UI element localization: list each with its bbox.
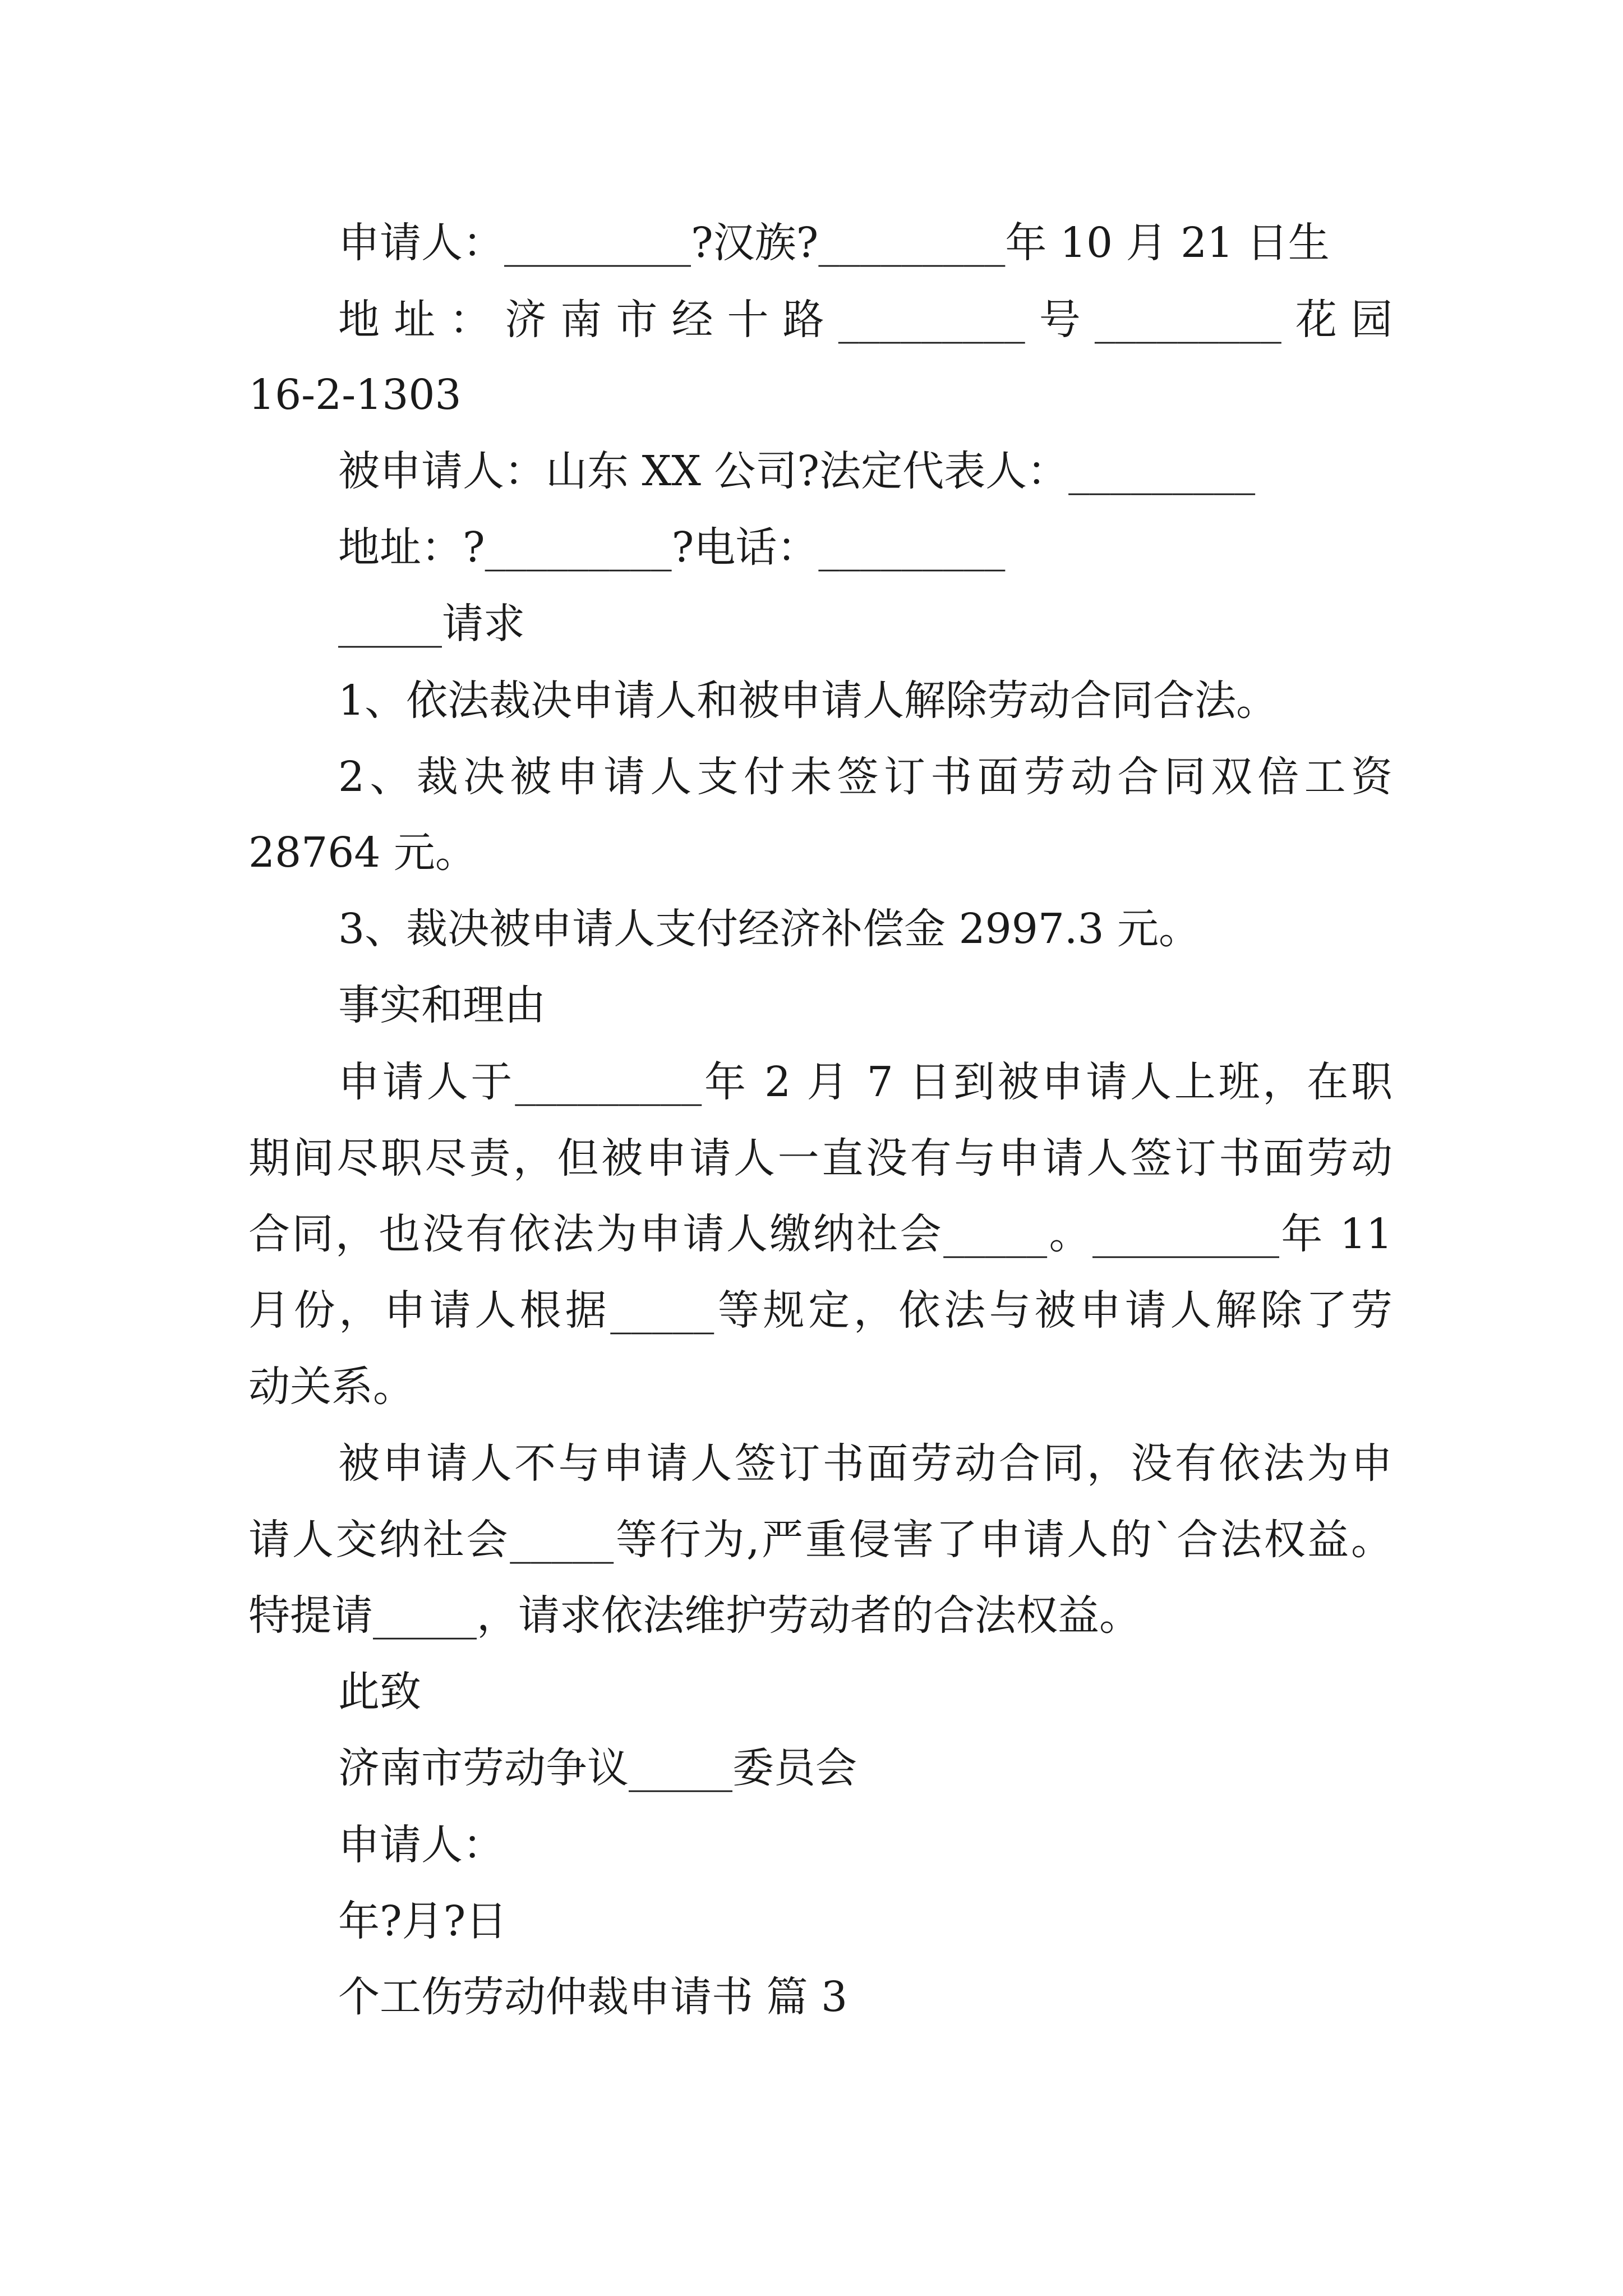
applicant-address-line: 地址：济南市经十路_________号_________花园 — [338, 296, 1393, 344]
request-item-2-continuation: 28764 元。 — [248, 829, 477, 877]
facts-heading: 事实和理由 — [338, 981, 546, 1029]
request-item-1: 1、依法裁决申请人和被申请人解除劳动合同合法。 — [338, 677, 1278, 725]
applicant-address-continuation: 16-2-1303 — [248, 371, 462, 419]
respondent-info-line: 被申请人：山东 XX 公司?法定代表人：_________ — [338, 447, 1256, 495]
applicant-info-line: 申请人：_________?汉族?_________年 10 月 21 日生 — [338, 219, 1330, 267]
facts-paragraph-1-line: 合同，也没有依法为申请人缴纳社会_____。_________年 11 — [248, 1210, 1393, 1258]
request-item-2: 2、裁决被申请人支付未签订书面劳动合同双倍工资 — [338, 753, 1393, 801]
facts-paragraph-1-line: 月份，申请人根据_____等规定，依法与被申请人解除了劳 — [248, 1286, 1393, 1335]
signature-applicant-line: 申请人： — [338, 1821, 504, 1869]
facts-paragraph-2-line: 特提请_____，请求依法维护劳动者的合法权益。 — [248, 1591, 1141, 1640]
facts-paragraph-1-line: 动关系。 — [248, 1363, 414, 1411]
facts-paragraph-1-line: 申请人于_________年 2 月 7 日到被申请人上班，在职 — [338, 1058, 1393, 1106]
request-item-3: 3、裁决被申请人支付经济补偿金 2997.3 元。 — [338, 905, 1201, 953]
facts-paragraph-2-line: 请人交纳社会_____等行为,严重侵害了申请人的`合法权益。 — [248, 1516, 1393, 1564]
respondent-address-line: 地址：?_________?电话：_________ — [338, 523, 1006, 572]
signature-date-line: 年?月?日 — [338, 1897, 508, 1945]
next-section-title: 个工伤劳动仲裁申请书 篇 3 — [338, 1973, 848, 2021]
facts-paragraph-2-line: 被申请人不与申请人签订书面劳动合同，没有依法为申 — [338, 1439, 1393, 1488]
request-heading: _____请求 — [338, 600, 525, 648]
recipient-line: 济南市劳动争议_____委员会 — [338, 1744, 857, 1792]
facts-paragraph-1-line: 期间尽职尽责，但被申请人一直没有与申请人签订书面劳动 — [248, 1134, 1393, 1182]
closing-salutation: 此致 — [338, 1668, 421, 1716]
